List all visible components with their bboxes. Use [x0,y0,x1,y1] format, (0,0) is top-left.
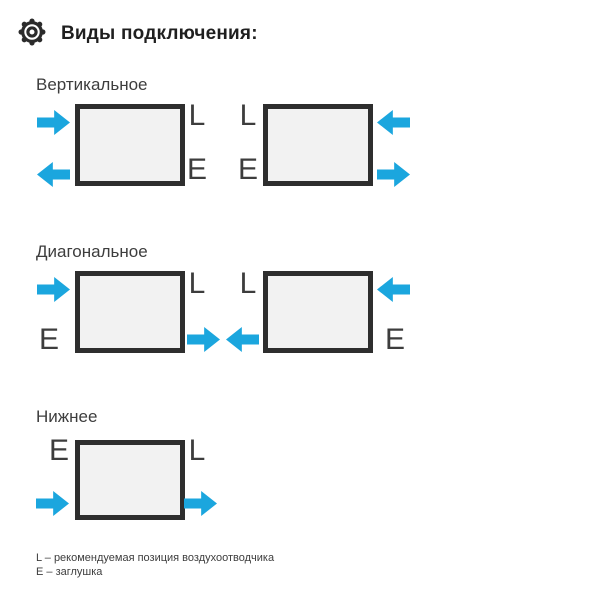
radiator-rect [263,271,373,353]
radiator-rect [75,104,185,186]
port-label-air-vent: L [239,99,257,132]
port-label-plug: E [186,153,207,186]
flow-in-arrow-left-icon [377,110,410,135]
port-label-plug: E [384,323,405,356]
port-label-plug: E [38,323,59,356]
legend [36,551,274,579]
page-title: Виды подключения: [61,23,258,44]
section-label-diagonal: Диагональное [36,242,148,261]
flow-out-arrow-left-icon [226,327,259,352]
port-label-plug: E [48,434,69,467]
legend-line-air-vent: L – рекомендуемая позиция воздухоотводчика [36,552,275,564]
section-label-bottom: Нижнее [36,407,98,426]
port-label-air-vent: L [188,267,206,300]
section-label-vertical: Вертикальное [36,75,148,94]
flow-out-arrow-right-icon [184,491,217,516]
radiator-rect [263,104,373,186]
flow-out-arrow-right-icon [377,162,410,187]
flow-out-arrow-left-icon [37,162,70,187]
flow-in-arrow-right-icon [37,110,70,135]
radiator-rect [75,440,185,520]
gear-icon [15,15,49,49]
radiator-rect [75,271,185,353]
port-label-air-vent: L [188,99,206,132]
port-label-air-vent: L [239,267,257,300]
flow-in-arrow-right-icon [37,277,70,302]
legend-line-plug: E – заглушка [36,566,103,578]
port-label-air-vent: L [188,434,206,467]
flow-out-arrow-right-icon [187,327,220,352]
port-label-plug: E [237,153,258,186]
flow-in-arrow-left-icon [377,277,410,302]
flow-in-arrow-right-icon [36,491,69,516]
